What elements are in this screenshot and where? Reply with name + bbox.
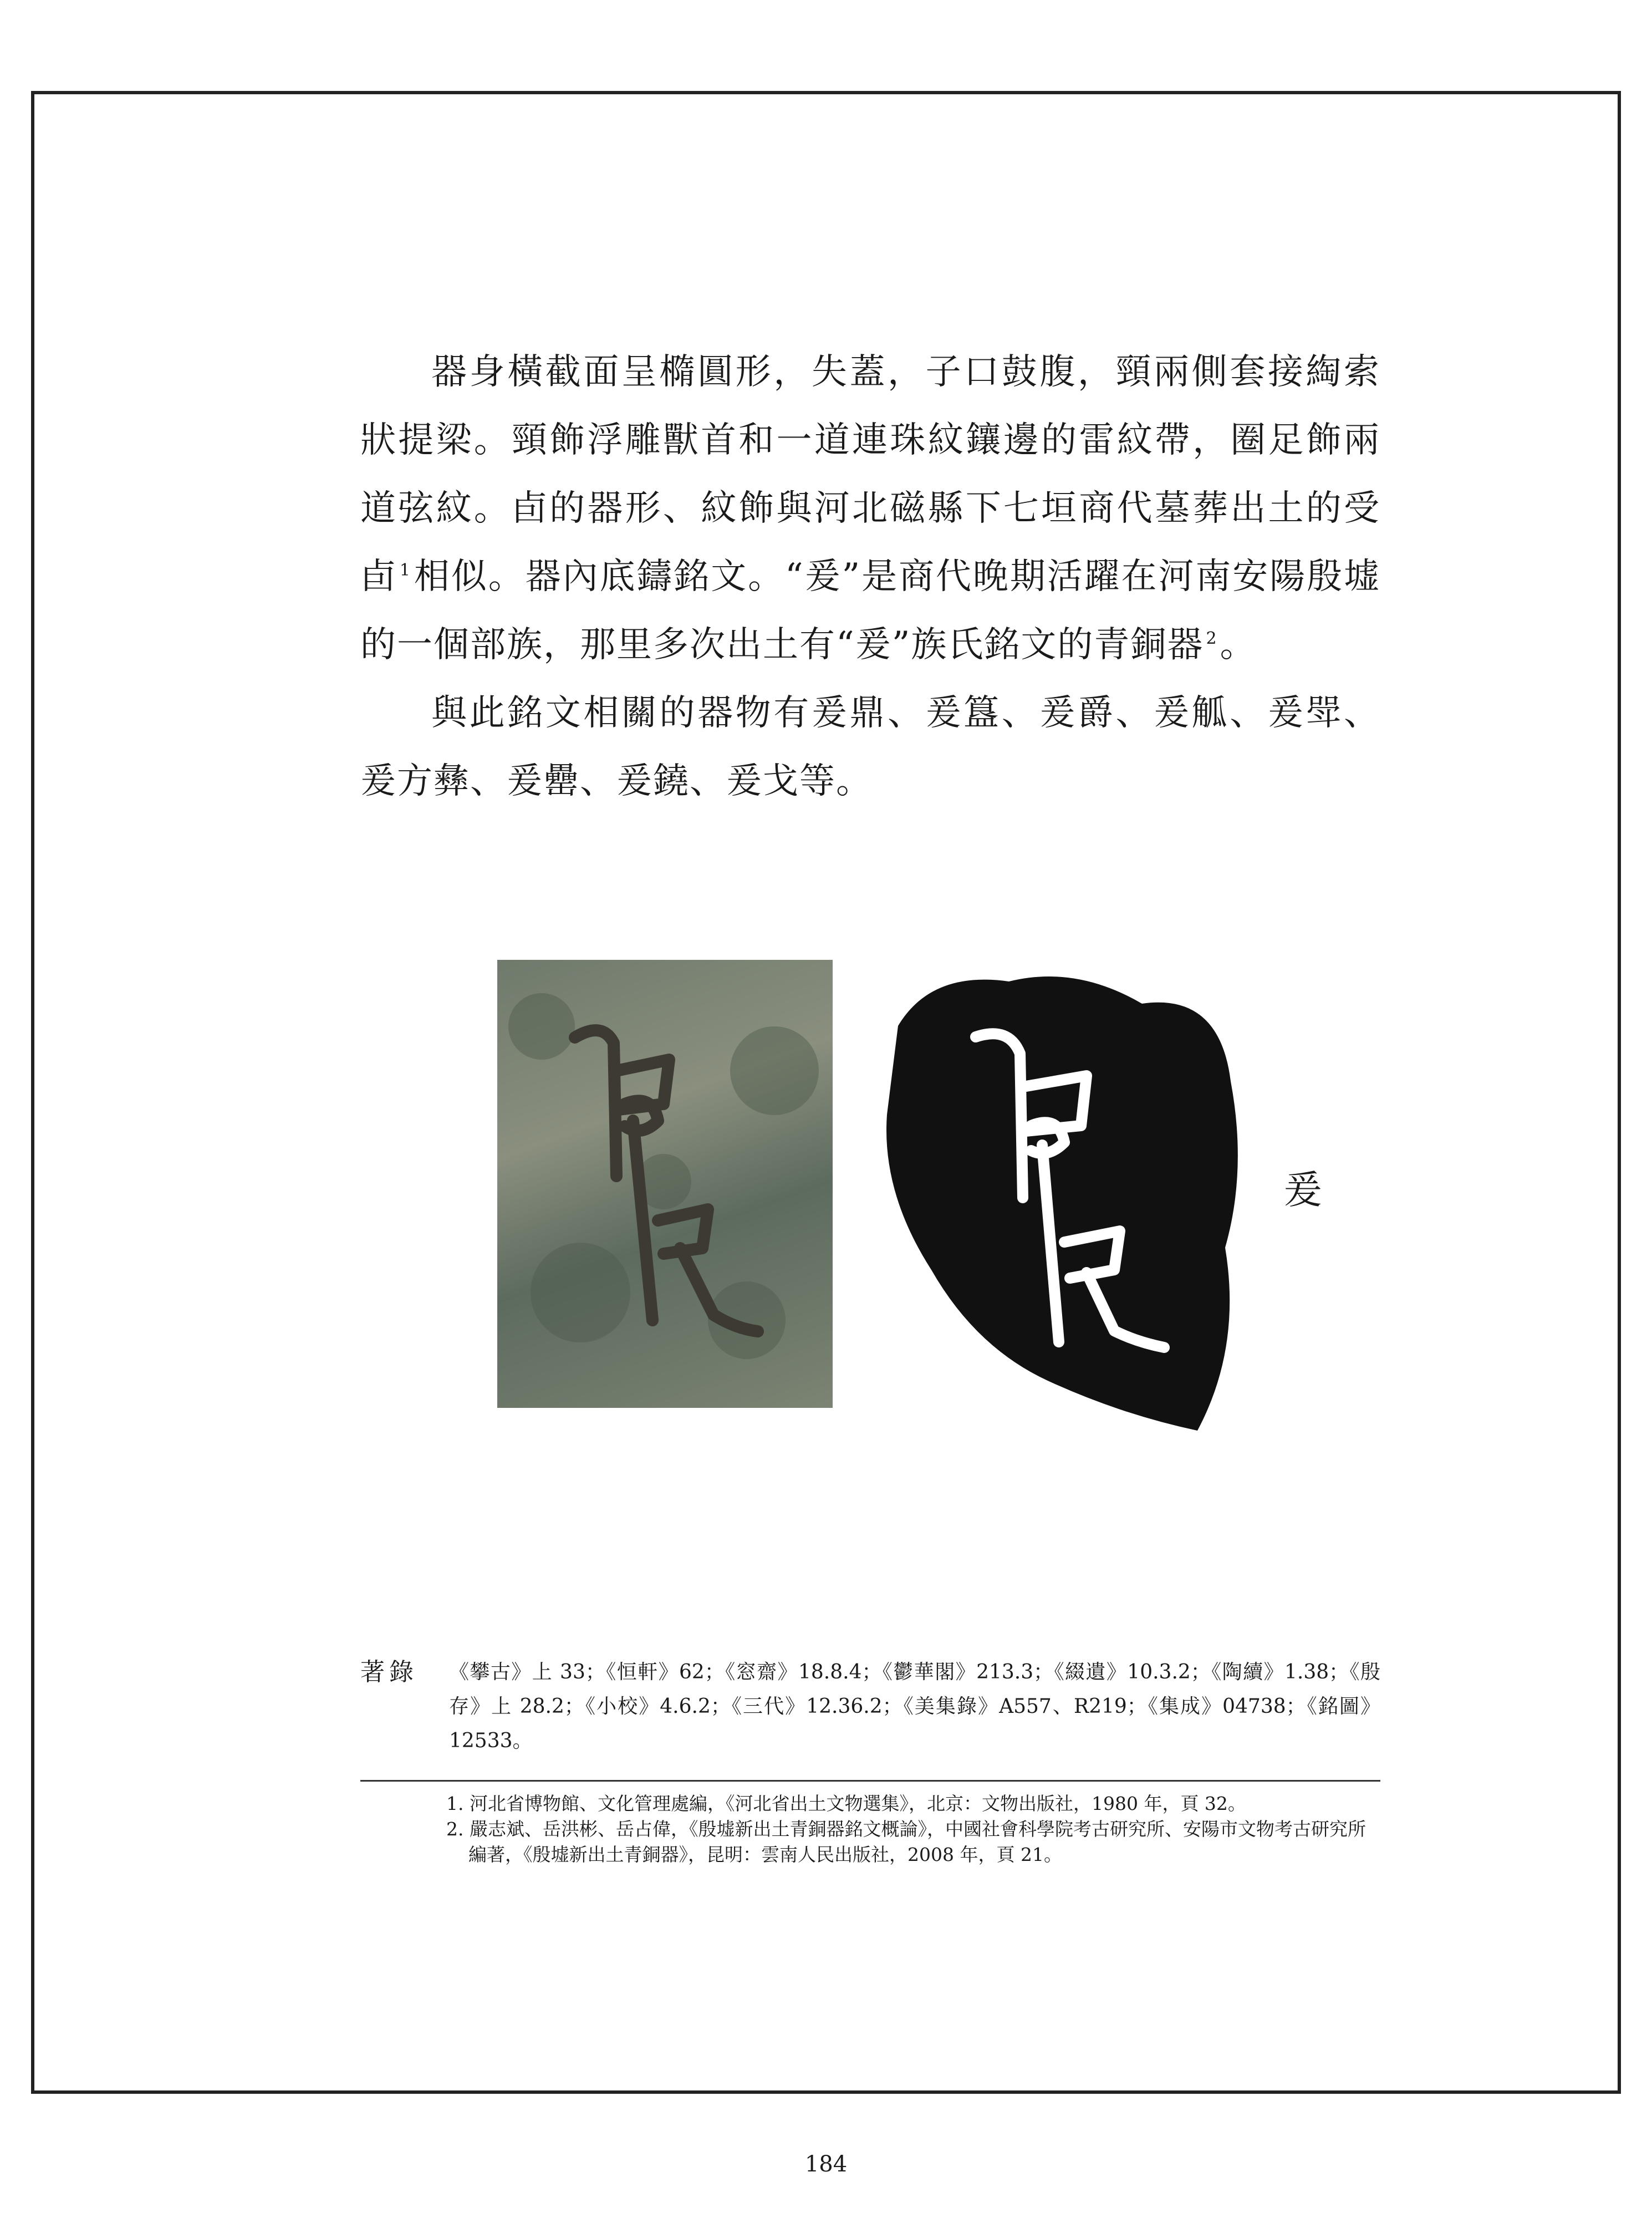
record-text: 《攀古》上 33；《恒軒》62；《窓齋》18.8.4；《鬱華閣》213.3；《綴遺》10.3.2；《陶續》1.38；《殷存》上 28.2；《小校》4.6.2；《三代》12.36.2；《美集錄》A557、R219；《集成》04738；《銘圖》12533。 xyxy=(449,1661,1380,1752)
footnote-1: 1. 河北省博物館、文化管理處編，《河北省出土文物選集》，北京：文物出版社，1980 年，頁 32。 xyxy=(446,1793,1246,1814)
record-label: 著錄 xyxy=(360,1658,418,1686)
footnote-2: 2. 嚴志斌、岳洪彬、岳占偉，《殷墟新出土青銅器銘文概論》，中國社會科學院考古研究所、安陽市文物考古研究所編著，《殷墟新出土青銅器》，昆明：雲南人民出版社，2008 年，頁 21。 xyxy=(446,1818,1366,1865)
character-label: 爰 xyxy=(1283,1167,1322,1213)
footnote-divider xyxy=(360,1780,1380,1782)
paragraph-1: 器身橫截面呈橢圓形，失蓋，子口鼓腹，頸兩側套接綯索狀提梁。頸飾浮雕獸首和一道連珠紋鑲邊的雷紋帶，圈足飾兩道弦紋。卣的器形、紋飾與河北磁縣下七垣商代墓葬出土的受卣 $^1$相似。器內底鑄銘文。“爰”是商代晚期活躍在河南安陽殷墟的一個部族，那里多次出土有“爰”族氏銘文的青銅器 $^2$。 xyxy=(360,352,1381,665)
inscription-photo-glyph xyxy=(497,960,833,1408)
page-number: 184 xyxy=(804,2151,848,2177)
inscription-rubbing xyxy=(865,959,1253,1442)
body-text xyxy=(360,338,1380,816)
inscription-rubbing-glyph xyxy=(865,959,1253,1442)
footnotes xyxy=(446,1791,1380,1868)
footnote-ref-1: 1 xyxy=(399,561,412,580)
paragraph-2: 與此銘文相關的器物有爰鼎、爰簋、爰爵、爰觚、爰斝、爰方彝、爰罍、爰鐃、爰戈等。 xyxy=(360,693,1380,802)
inscription-photo xyxy=(497,960,833,1408)
footnote-ref-2: 2 xyxy=(1206,629,1218,648)
